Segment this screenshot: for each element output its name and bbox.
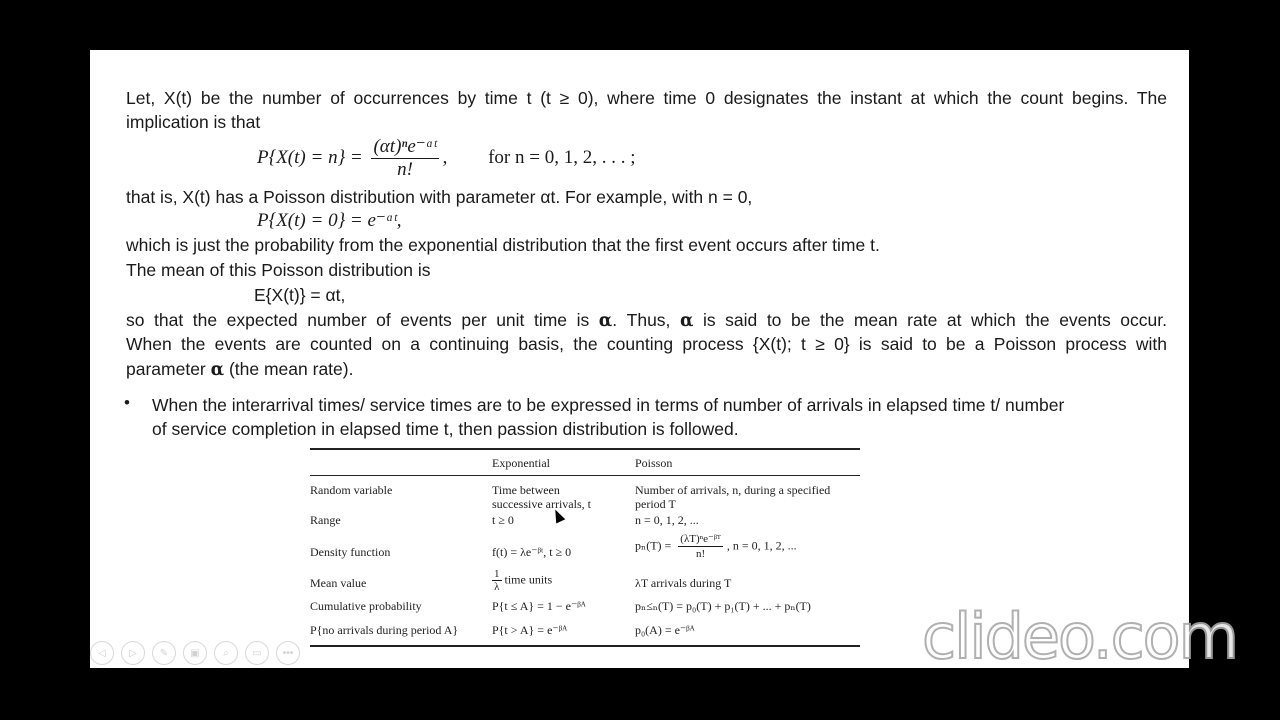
presentation-slide (90, 50, 1189, 668)
density-poi-den: n! (696, 548, 706, 560)
subtitles-icon[interactable]: ▭ (245, 641, 269, 665)
density-poi-lhs: pₙ(T) = (635, 538, 672, 553)
previous-slide-icon[interactable]: ◁ (90, 641, 114, 665)
bullet-line-1: When the interarrival times/ service times are to be expressed in terms of number of arrivals in elapsed time t/ number (152, 395, 1065, 415)
no-arrivals-poi: p₀(A) = e⁻ᵝᴬ (635, 623, 695, 637)
mean-exp (492, 568, 552, 593)
bullet-line-2: of service completion in elapsed time t, then passion distribution is followed. (152, 419, 739, 439)
table-header-rule (310, 475, 860, 476)
alpha-symbol: α (598, 311, 613, 331)
eq1-lhs: P{X(t) = n} = (257, 146, 363, 168)
cumulative-exp: P{t ≤ A} = 1 − e⁻ᵝᴬ (492, 599, 586, 613)
slideshow-controls (90, 641, 300, 665)
range-poi: n = 0, 1, 2, ... (635, 513, 699, 527)
param-text-b: (the mean rate). (224, 359, 354, 379)
density-exp: f(t) = λe⁻ᵝᵗ, t ≥ 0 (492, 545, 572, 559)
alpha-symbol: α (679, 311, 694, 331)
mean-exp-fraction (492, 568, 502, 593)
header-exponential: Exponential (492, 456, 550, 470)
table-top-rule (310, 448, 860, 450)
mean-exp-den: λ (494, 581, 500, 593)
parameter-line (126, 357, 353, 382)
row-label-cumulative: Cumulative probability (310, 599, 422, 613)
header-poisson: Poisson (635, 456, 673, 470)
row-label-mean: Mean value (310, 576, 367, 590)
mean-intro-line: The mean of this Poisson distribution is (126, 260, 431, 280)
eq1-denominator: n! (397, 159, 413, 180)
intro-line-1: Let, X(t) be the number of occurrences by time t (t ≥ 0), where time 0 designates the instant at which the count begins. The (126, 88, 1167, 108)
density-poi-num: (λT)ⁿe⁻ᵝᵀ (680, 533, 721, 545)
slides-grid-icon[interactable]: ▣ (183, 641, 207, 665)
zero-events-equation (257, 209, 401, 232)
random-variable-poi-1: Number of arrivals, n, during a specified (635, 483, 831, 497)
table-bottom-rule (310, 645, 860, 647)
rate-text-a: so that the expected number of events per unit time is (126, 310, 599, 330)
intro-line-2: implication is that (126, 112, 261, 132)
more-options-icon[interactable]: ••• (276, 641, 300, 665)
eq1-comma: , (442, 146, 448, 168)
density-poi-fraction (678, 532, 723, 561)
mean-rate-line (126, 308, 1167, 333)
poisson-process-line: When the events are counted on a continuing basis, the counting process {X(t); t ≥ 0} is said to be a Poisson process with (126, 334, 1167, 354)
eq2-text: P{X(t) = 0} = e⁻ᵅᵗ, (257, 210, 402, 231)
mean-equation: E{X(t)} = αt, (254, 285, 346, 305)
row-label-no-arrivals: P{no arrivals during period A} (310, 623, 459, 637)
random-variable-poi-2: period T (635, 497, 676, 511)
mean-exp-tail: time units (501, 572, 553, 587)
cumulative-poi: pₙ≤ₙ(T) = p₀(T) + p₁(T) + ... + pₙ(T) (635, 599, 811, 613)
zoom-icon[interactable]: ⌕ (214, 641, 238, 665)
eq1-condition: for n = 0, 1, 2, . . . ; (488, 146, 636, 168)
row-label-density: Density function (310, 545, 391, 559)
eq1-numerator: (αt)ⁿe⁻ᵅᵗ (373, 136, 437, 157)
density-poi (635, 532, 797, 561)
range-exp: t ≥ 0 (492, 513, 514, 527)
watermark-logo: clideo.com (922, 600, 1238, 673)
row-label-range: Range (310, 513, 341, 527)
poisson-pmf-equation (257, 136, 636, 181)
no-arrivals-exp: P{t > A} = e⁻ᵝᴬ (492, 623, 568, 637)
bullet-point-icon: • (124, 393, 130, 412)
random-variable-exp-1: Time between (492, 483, 560, 497)
random-variable-exp-2: successive arrivals, t (492, 497, 591, 511)
density-poi-tail: , n = 0, 1, 2, ... (726, 538, 797, 553)
next-slide-icon[interactable]: ▷ (121, 641, 145, 665)
alpha-symbol: α (210, 360, 225, 380)
poisson-parameter-line: that is, X(t) has a Poisson distribution with parameter αt. For example, with n = 0, (126, 187, 753, 207)
eq1-fraction (371, 136, 438, 181)
rate-text-c: is said to be the mean rate at which the events occur. (693, 310, 1167, 330)
param-text-a: parameter (126, 359, 211, 379)
exponential-line: which is just the probability from the exponential distribution that the first event occurs after time t. (126, 235, 880, 255)
mean-poi: λT arrivals during T (635, 576, 732, 590)
row-label-random-variable: Random variable (310, 483, 393, 497)
rate-text-b: . Thus, (612, 310, 680, 330)
mean-exp-num: 1 (494, 568, 500, 580)
pen-icon[interactable]: ✎ (152, 641, 176, 665)
